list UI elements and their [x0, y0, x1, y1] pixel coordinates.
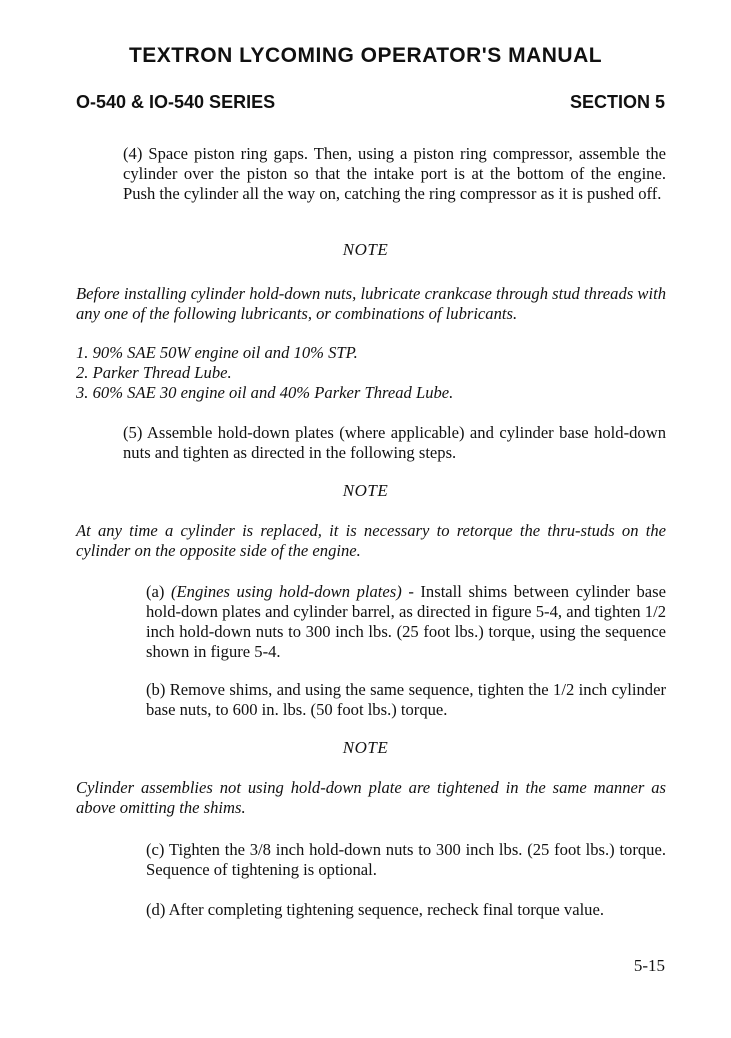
note-heading: NOTE: [342, 738, 389, 757]
note-heading: NOTE: [342, 240, 389, 259]
step-b-paragraph: (b) Remove shims, and using the same sequence, tighten the 1/2 inch cylinder base nuts, to 600 in. lbs. (50 foot lbs.) torque.: [146, 680, 666, 719]
step-a-label: (a): [146, 582, 171, 601]
note-heading: NOTE: [342, 481, 389, 500]
page-title: TEXTRON LYCOMING OPERATOR'S MANUAL: [128, 44, 603, 67]
list-item: 3. 60% SAE 30 engine oil and 40% Parker Thread Lube.: [76, 383, 454, 402]
list-item: 1. 90% SAE 50W engine oil and 10% STP.: [76, 343, 358, 362]
step-c-paragraph: (c) Tighten the 3/8 inch hold-down nuts to 300 inch lbs. (25 foot lbs.) torque. Sequence of tightening is optional.: [146, 840, 666, 879]
step-4-paragraph: (4) Space piston ring gaps. Then, using a piston ring compressor, assemble the cylinder over the piston so that the intake port is at the bottom of the engine. Push the cylinder all the way on, catching the ring compressor as it is pushed off.: [123, 144, 666, 203]
section-heading: SECTION 5: [569, 92, 665, 112]
step-a-condition: (Engines using hold-down plates): [170, 582, 402, 601]
series-heading: O-540 & IO-540 SERIES: [76, 92, 276, 112]
step-d-paragraph: (d) After completing tightening sequence, recheck final torque value.: [146, 900, 604, 919]
lubricant-list: [76, 343, 666, 403]
page-number: 5-15: [633, 956, 665, 975]
step-a-paragraph: [146, 582, 666, 662]
step-a-text: - Install shims between cylinder base hold-down plates and cylinder barrel, as directed in figure 5-4, and tighten 1/2 inch hold-down nuts to 300 inch lbs. (25 foot lbs.) torque, using the sequence shown in figure 5-4.: [146, 582, 666, 661]
note-text: Before installing cylinder hold-down nuts, lubricate crankcase through stud threads with any one of the following lubricants, or combinations of lubricants.: [76, 284, 666, 323]
list-item: 2. Parker Thread Lube.: [76, 363, 232, 382]
note-text: Cylinder assemblies not using hold-down plate are tightened in the same manner as above omitting the shims.: [76, 778, 666, 817]
step-5-paragraph: (5) Assemble hold-down plates (where applicable) and cylinder base hold-down nuts and tighten as directed in the following steps.: [123, 423, 666, 462]
note-text: At any time a cylinder is replaced, it is necessary to retorque the thru-studs on the cylinder on the opposite side of the engine.: [76, 521, 666, 560]
